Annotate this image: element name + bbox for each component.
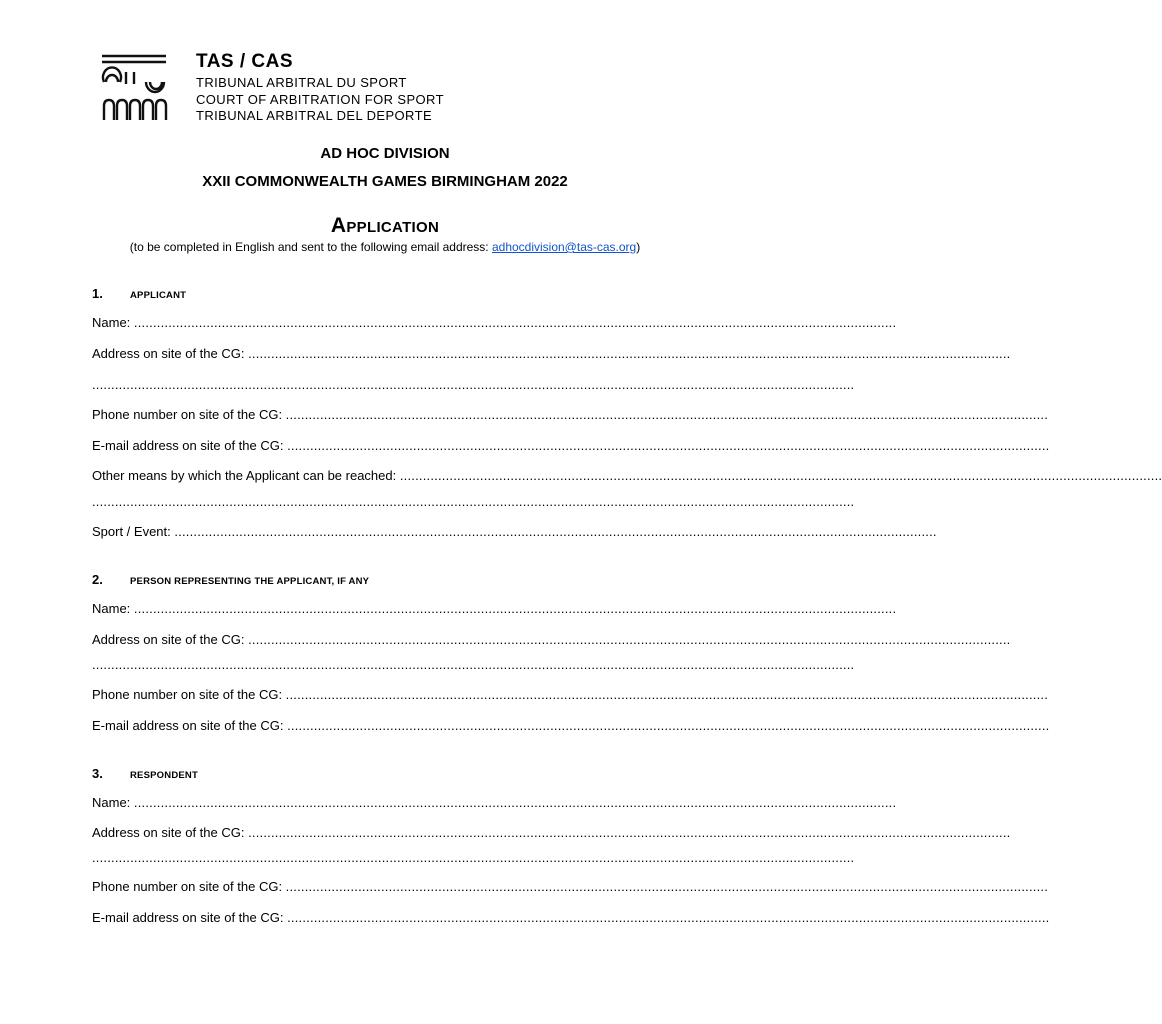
email-link[interactable]: adhocdivision@tas-cas.org [491, 240, 637, 254]
field-label: Address on site of the CG: [92, 632, 249, 647]
applicant-other-means-line2-field[interactable]: ........................................................................................................................................................................................................ [92, 494, 855, 509]
respondent-address-line2-field[interactable]: ........................................................................................................................................................................................................ [92, 850, 855, 865]
section-number: 2. [92, 572, 103, 587]
applicant-name-field[interactable]: Name: ........................................................................................................................................................................................................ [92, 315, 897, 330]
org-name-es: TRIBUNAL ARBITRAL DEL DEPORTE [196, 108, 433, 123]
section-heading-respondent [92, 765, 198, 783]
section-number: 1. [92, 286, 103, 301]
field-label: Phone number on site of the CG: [92, 879, 286, 894]
tas-cas-logo [100, 52, 168, 124]
respondent-name-field[interactable]: Name: ........................................................................................................................................................................................................ [92, 795, 897, 810]
section-title: PERSON REPRESENTING THE APPLICANT, IF ANY [130, 576, 370, 587]
org-header [196, 52, 444, 125]
representative-email-field[interactable]: E-mail address on site of the CG: ........................................................................................................................................................................................................ [92, 718, 1050, 733]
field-label: Name: [92, 315, 134, 330]
section-number: 3. [92, 766, 103, 781]
section-title: APPLICANT [130, 290, 187, 301]
applicant-address-field[interactable]: Address on site of the CG: ........................................................................................................................................................................................................ [92, 346, 1011, 361]
section-title: RESPONDENT [130, 770, 198, 781]
field-label: Address on site of the CG: [92, 825, 249, 840]
field-label: Address on site of the CG: [92, 346, 249, 361]
subtitle-text: (to be completed in English and sent to the following email address: [129, 240, 492, 254]
subtitle [0, 240, 770, 254]
page-title: Application [330, 214, 440, 237]
applicant-other-means-field[interactable]: Other means by which the Applicant can be reached: ........................................................................................................................................................................................................ [92, 468, 1162, 483]
field-label: Name: [92, 795, 134, 810]
field-label: Other means by which the Applicant can be reached: [92, 468, 400, 483]
field-label: Name: [92, 601, 134, 616]
section-heading-representative [92, 571, 369, 589]
representative-address-field[interactable]: Address on site of the CG: ........................................................................................................................................................................................................ [92, 632, 1011, 647]
applicant-sport-event-field[interactable]: Sport / Event: ........................................................................................................................................................................................................ [92, 524, 937, 539]
representative-phone-field[interactable]: Phone number on site of the CG: ........................................................................................................................................................................................................ [92, 687, 1049, 702]
org-title: TAS / CAS [196, 51, 294, 72]
games-heading: XXII COMMONWEALTH GAMES BIRMINGHAM 2022 [202, 173, 568, 190]
field-label: Phone number on site of the CG: [92, 407, 286, 422]
division-heading: AD HOC DIVISION [320, 145, 450, 162]
field-label: E-mail address on site of the CG: [92, 718, 288, 733]
applicant-phone-field[interactable]: Phone number on site of the CG: ........................................................................................................................................................................................................ [92, 407, 1049, 422]
field-label: E-mail address on site of the CG: [92, 438, 288, 453]
representative-address-line2-field[interactable]: ........................................................................................................................................................................................................ [92, 657, 855, 672]
applicant-address-line2-field[interactable]: ........................................................................................................................................................................................................ [92, 377, 855, 392]
respondent-phone-field[interactable]: Phone number on site of the CG: ........................................................................................................................................................................................................ [92, 879, 1049, 894]
org-name-fr: TRIBUNAL ARBITRAL DU SPORT [196, 75, 407, 90]
field-label: Sport / Event: [92, 524, 175, 539]
section-heading-applicant [92, 285, 186, 303]
representative-name-field[interactable]: Name: ........................................................................................................................................................................................................ [92, 601, 897, 616]
org-name-en: COURT OF ARBITRATION FOR SPORT [196, 91, 444, 107]
field-label: Phone number on site of the CG: [92, 687, 286, 702]
applicant-email-field[interactable]: E-mail address on site of the CG: ........................................................................................................................................................................................................ [92, 438, 1050, 453]
subtitle-close: ) [636, 240, 641, 254]
respondent-address-field[interactable]: Address on site of the CG: ........................................................................................................................................................................................................ [92, 825, 1011, 840]
respondent-email-field[interactable]: E-mail address on site of the CG: ........................................................................................................................................................................................................ [92, 910, 1050, 925]
field-label: E-mail address on site of the CG: [92, 910, 288, 925]
